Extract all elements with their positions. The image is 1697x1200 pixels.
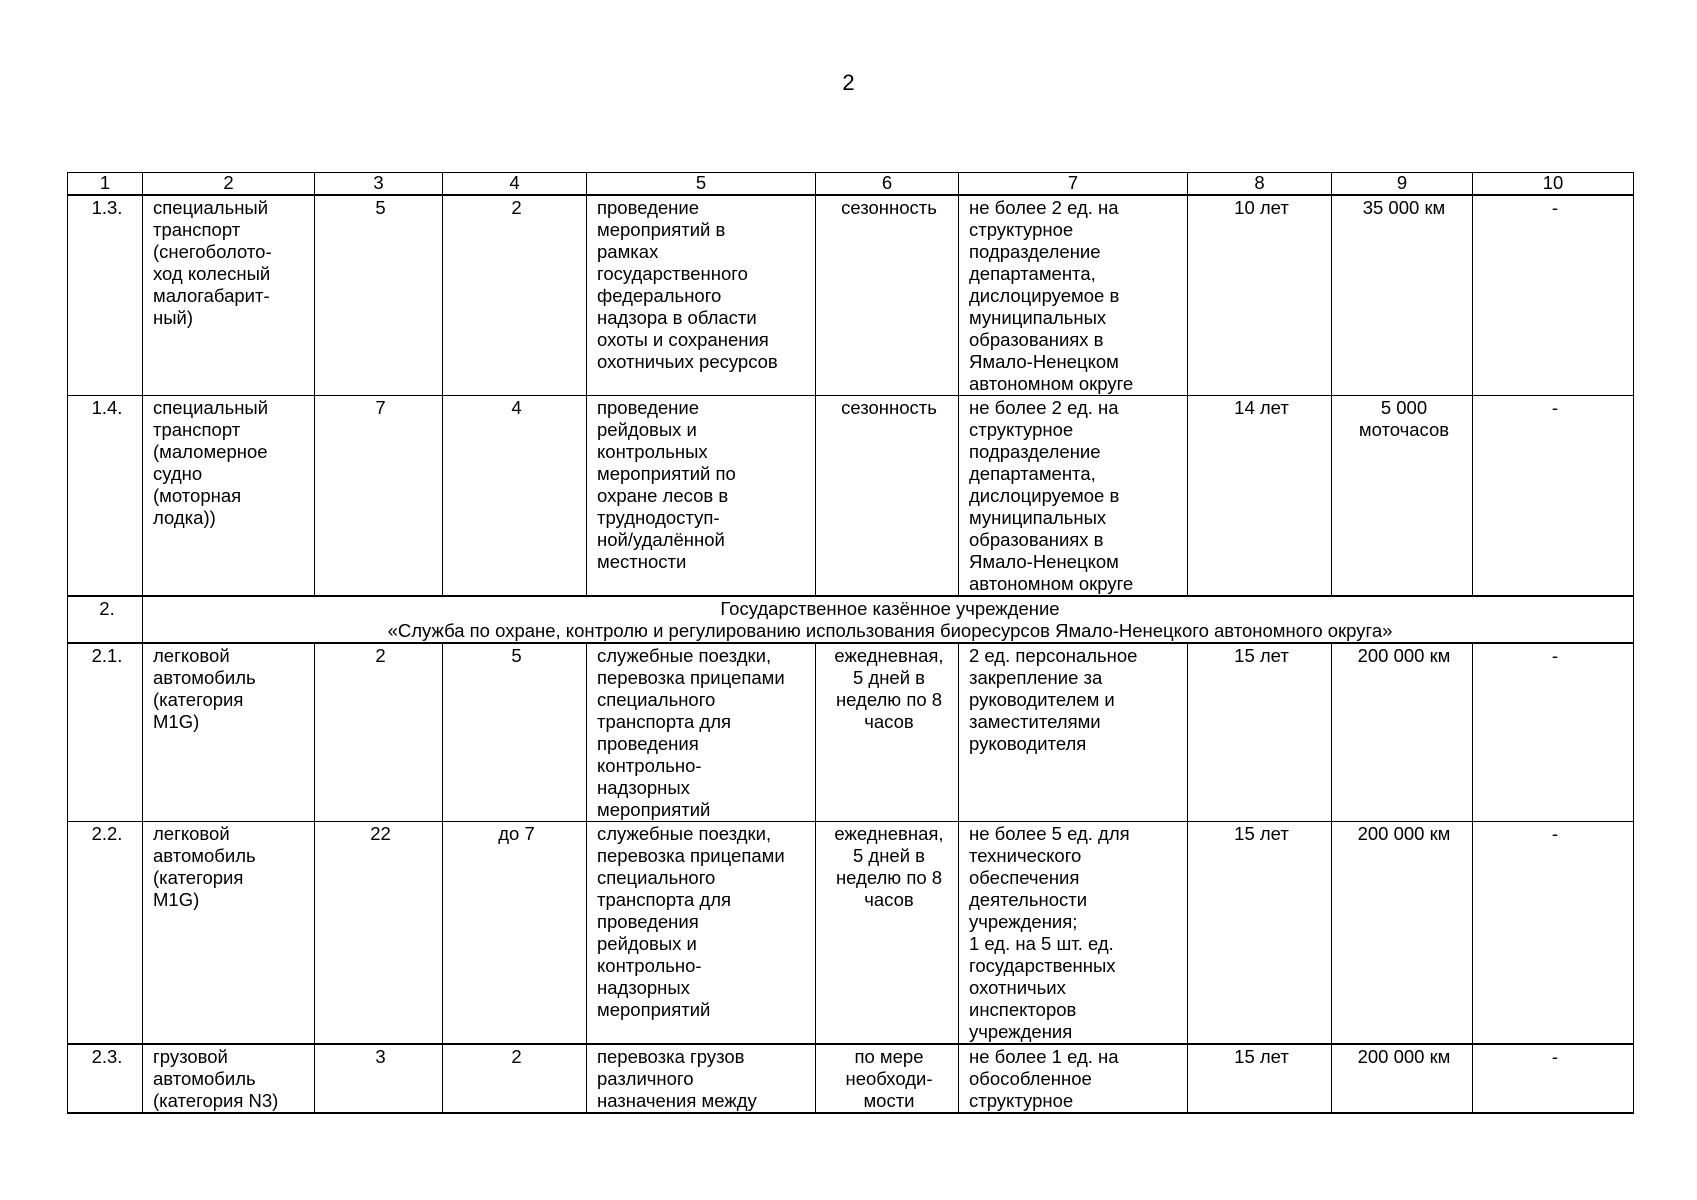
mileage: 200 000 км <box>1332 1044 1473 1113</box>
extra: - <box>1473 821 1634 1044</box>
service-term: 15 лет <box>1188 821 1332 1044</box>
usage-mode: по мере необходи- мости <box>816 1044 959 1113</box>
column-number: 2 <box>143 173 315 195</box>
norm: не более 2 ед. на структурное подразделение департамента, дислоцируемое в муниципальных образованиях в Ямало-Ненецком автономном округе <box>959 395 1188 596</box>
purpose: служебные поездки, перевозка прицепами специального транспорта для проведения контрольно- надзорных мероприятий <box>587 643 816 822</box>
column-number: 5 <box>587 173 816 195</box>
mileage: 35 000 км <box>1332 195 1473 396</box>
vehicle-norms-table <box>67 172 1634 1114</box>
purpose: проведение мероприятий в рамках государственного федерального надзора в области охоты и сохранения охотничьих ресурсов <box>587 195 816 396</box>
column-number: 4 <box>443 173 587 195</box>
purpose: проведение рейдовых и контрольных мероприятий по охране лесов в труднодоступ- ной/удалённой местности <box>587 395 816 596</box>
row-number: 2.3. <box>68 1044 143 1113</box>
quantity: 3 <box>315 1044 443 1113</box>
usage-mode: сезонность <box>816 395 959 596</box>
column-number: 3 <box>315 173 443 195</box>
table-row <box>68 643 1634 822</box>
service-term: 15 лет <box>1188 643 1332 822</box>
vehicle-type: специальный транспорт (снегоболото- ход колесный малогабарит- ный) <box>143 195 315 396</box>
page-number: 2 <box>842 70 855 95</box>
quantity: 7 <box>315 395 443 596</box>
column-number: 10 <box>1473 173 1634 195</box>
norm: не более 2 ед. на структурное подразделение департамента, дислоцируемое в муниципальных образованиях в Ямало-Ненецком автономном округе <box>959 195 1188 396</box>
extra: - <box>1473 1044 1634 1113</box>
mileage: 200 000 км <box>1332 643 1473 822</box>
norm: не более 5 ед. для технического обеспечения деятельности учреждения; 1 ед. на 5 шт. ед. государственных охотничьих инспекторов учреждения <box>959 821 1188 1044</box>
extra: - <box>1473 643 1634 822</box>
quantity: 2 <box>315 643 443 822</box>
section-row <box>68 596 1634 643</box>
table-row <box>68 821 1634 1044</box>
column-number: 9 <box>1332 173 1473 195</box>
section-title <box>143 596 1634 643</box>
seats: 2 <box>443 195 587 396</box>
service-term: 10 лет <box>1188 195 1332 396</box>
column-number-row <box>68 173 1634 195</box>
seats: до 7 <box>443 821 587 1044</box>
section-title-line-1: Государственное казённое учреждение <box>720 597 1060 619</box>
vehicle-type: легковой автомобиль (категория M1G) <box>143 643 315 822</box>
service-term: 15 лет <box>1188 1044 1332 1113</box>
extra: - <box>1473 395 1634 596</box>
service-term: 14 лет <box>1188 395 1332 596</box>
row-number: 1.3. <box>68 195 143 396</box>
section-number: 2. <box>68 596 143 643</box>
table-row <box>68 395 1634 596</box>
column-number: 1 <box>68 173 143 195</box>
row-number: 1.4. <box>68 395 143 596</box>
norm: не более 1 ед. на обособленное структурное <box>959 1044 1188 1113</box>
seats: 5 <box>443 643 587 822</box>
usage-mode: сезонность <box>816 195 959 396</box>
column-number: 6 <box>816 173 959 195</box>
usage-mode: ежедневная, 5 дней в неделю по 8 часов <box>816 821 959 1044</box>
column-number: 7 <box>959 173 1188 195</box>
seats: 2 <box>443 1044 587 1113</box>
column-number: 8 <box>1188 173 1332 195</box>
purpose: служебные поездки, перевозка прицепами специального транспорта для проведения рейдовых и контрольно- надзорных мероприятий <box>587 821 816 1044</box>
norm: 2 ед. персональное закрепление за руководителем и заместителями руководителя <box>959 643 1188 822</box>
section-title-line-2: «Служба по охране, контролю и регулированию использования биоресурсов Ямало-Ненецкого автономного округа» <box>387 619 1393 641</box>
quantity: 5 <box>315 195 443 396</box>
vehicle-type: специальный транспорт (маломерное судно (моторная лодка)) <box>143 395 315 596</box>
table-row <box>68 195 1634 396</box>
usage-mode: ежедневная, 5 дней в неделю по 8 часов <box>816 643 959 822</box>
row-number: 2.1. <box>68 643 143 822</box>
extra: - <box>1473 195 1634 396</box>
purpose: перевозка грузов различного назначения между <box>587 1044 816 1113</box>
mileage: 200 000 км <box>1332 821 1473 1044</box>
quantity: 22 <box>315 821 443 1044</box>
vehicle-type: легковой автомобиль (категория M1G) <box>143 821 315 1044</box>
seats: 4 <box>443 395 587 596</box>
row-number: 2.2. <box>68 821 143 1044</box>
table-row <box>68 1044 1634 1113</box>
mileage: 5 000 моточасов <box>1332 395 1473 596</box>
vehicle-type: грузовой автомобиль (категория N3) <box>143 1044 315 1113</box>
